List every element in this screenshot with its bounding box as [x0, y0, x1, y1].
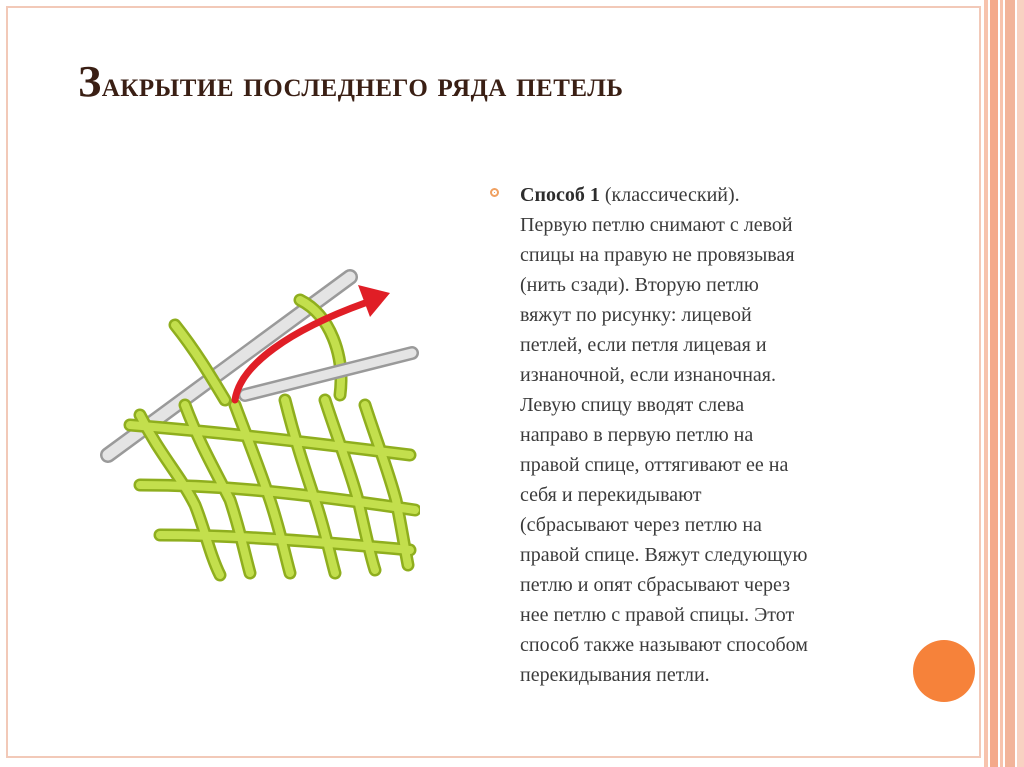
knitting-needles-illustration	[100, 255, 420, 585]
accent-circle	[913, 640, 975, 702]
bullet-text: Способ 1 (классический). Первую петлю снимают с левой спицы на правую не провязывая (нить сзади). Вторую петлю вяжут по рисунку: лицевой петлей, если петля лицевая и изнаночной, если изнаночная. Левую спицу вводят слева направо в первую петлю на правой спице, оттягивают ее на себя и перекидывают (сбрасывают через петлю на правой спице. Вяжут следующую петлю и опят сбрасывают через нее петлю с правой спицы. Этот способ также называют способом перекидывания петли.	[520, 184, 808, 686]
decorative-stripes	[984, 0, 1024, 767]
bullet-item	[490, 180, 890, 690]
right-needle	[245, 353, 412, 395]
method-label: Способ 1	[520, 184, 600, 206]
description	[490, 180, 890, 690]
bullet-icon	[490, 188, 499, 197]
slide-title: Закрытие последнего ряда петель	[78, 57, 624, 106]
